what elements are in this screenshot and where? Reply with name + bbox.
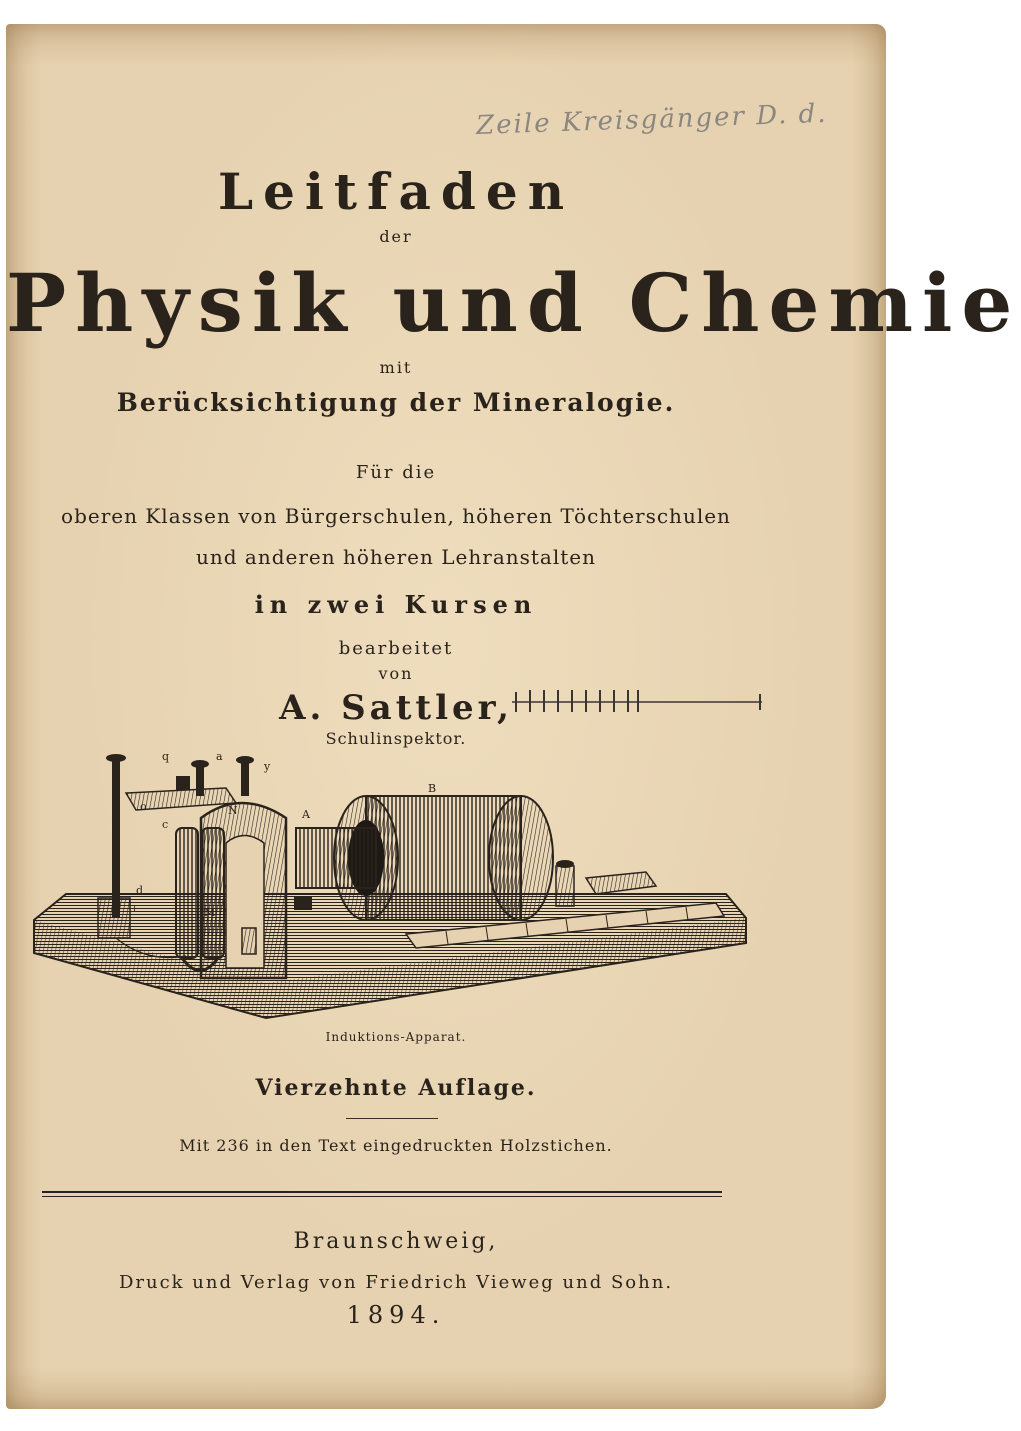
double-rule — [42, 1191, 722, 1197]
figure-label-q: q — [162, 750, 170, 763]
edition-line: Vierzehnte Auflage. — [255, 1075, 537, 1101]
imprint-publisher: Druck und Verlag von Friedrich Vieweg und Sohn. — [118, 1272, 674, 1293]
imprint-year: 1894. — [346, 1301, 446, 1329]
by-label: von — [378, 664, 414, 683]
title-mit: mit — [379, 358, 413, 377]
figure-label-a: a — [216, 750, 223, 763]
handwritten-note: Zeile Kreisgänger D. d. — [475, 98, 829, 141]
figure-label-A: A — [302, 808, 310, 821]
audience-intro: Für die — [355, 462, 437, 483]
figure-label-d: d — [136, 884, 144, 897]
figure-label-plus: + — [130, 902, 140, 915]
edited-label: bearbeitet — [338, 638, 454, 659]
figure-label-o: o — [140, 800, 147, 813]
figure-label-y: y — [264, 760, 271, 773]
author-role: Schulinspektor. — [325, 729, 467, 748]
audience-line-2: und anderen höheren Lehranstalten — [195, 545, 596, 569]
imprint-city: Braunschweig, — [293, 1229, 499, 1254]
title-leitfaden: Leitfaden — [217, 162, 575, 221]
figure-label-M: M — [204, 906, 216, 919]
title-physik-und-chemie: Physik und Chemie — [6, 256, 1021, 350]
pencil-tally-mark — [512, 686, 772, 716]
audience-line-1: oberen Klassen von Bürgerschulen, höheren Töchterschulen — [61, 504, 731, 528]
subtitle-mineralogie: Berücksichtigung der Mineralogie. — [116, 388, 676, 417]
induction-apparatus-engraving — [26, 748, 756, 1033]
author-name: A. Sattler, — [279, 688, 513, 728]
title-der: der — [379, 227, 413, 246]
title-page — [6, 24, 1021, 1409]
figure-label-B: B — [428, 782, 437, 795]
figure-label-N: N — [228, 804, 238, 817]
short-rule — [346, 1118, 438, 1119]
courses-line: in zwei Kursen — [254, 590, 538, 619]
figure-label-c: c — [162, 818, 169, 831]
illustrations-note: Mit 236 in den Text eingedruckten Holzstichen. — [179, 1136, 613, 1155]
figure-caption: Induktions-Apparat. — [325, 1030, 467, 1044]
